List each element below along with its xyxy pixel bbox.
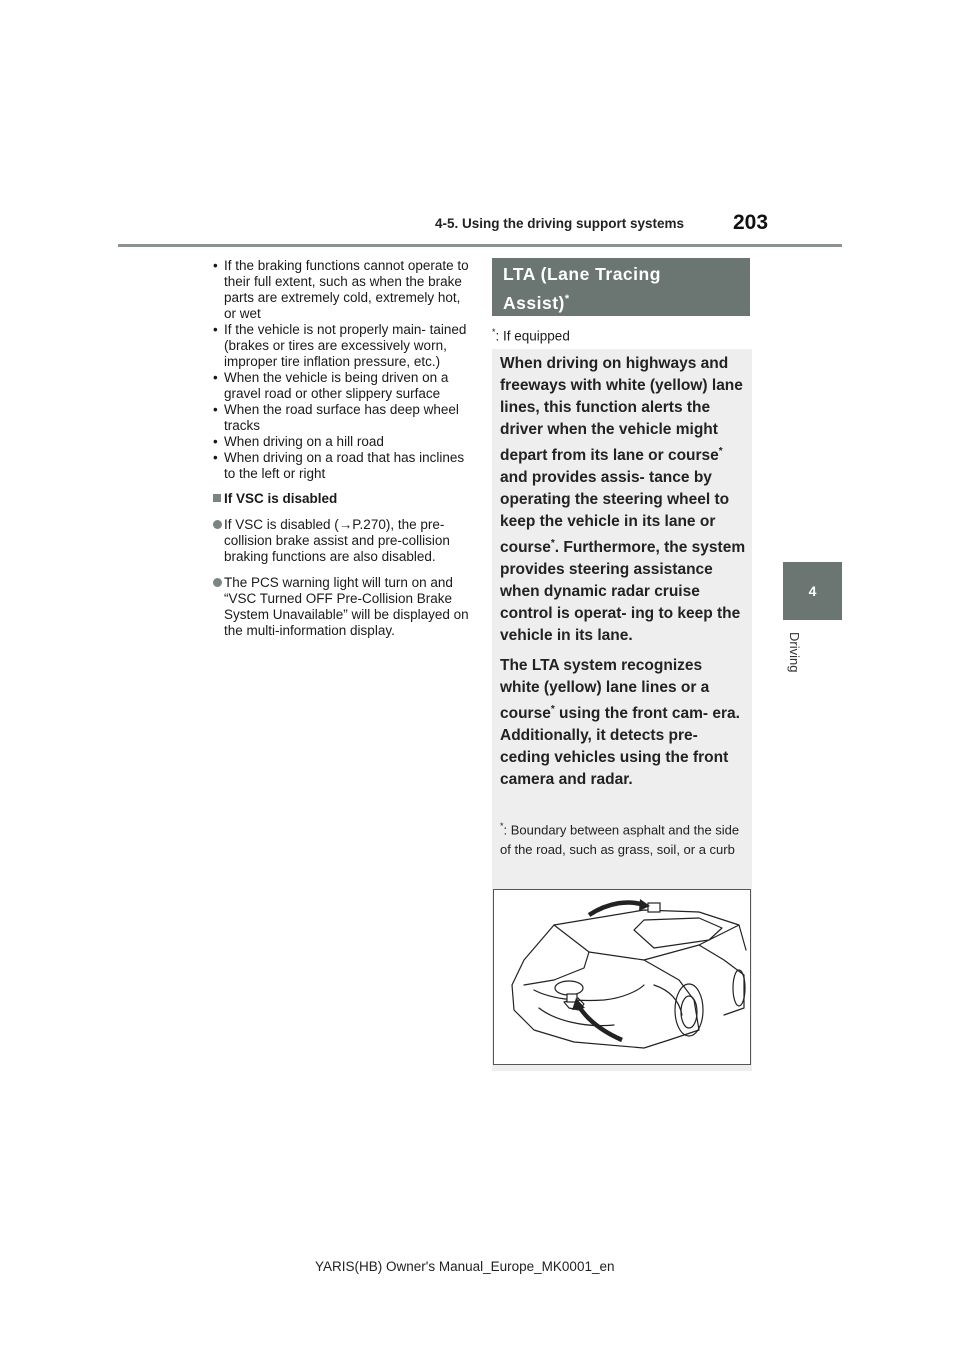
bullet-item: • If the braking functions cannot operate to their full extent, such as when the brake parts are extremely cold, extremely hot, or wet xyxy=(213,258,469,321)
square-marker-icon xyxy=(213,494,221,502)
bullet-item: • When driving on a road that has inclines to the left or right xyxy=(213,450,465,481)
subheading: If VSC is disabled xyxy=(213,491,469,507)
note-item: The PCS warning light will turn on and “VSC Turned OFF Pre-Collision Brake System Unavailable” will be displayed on the multi-information display. xyxy=(213,575,469,639)
note-item: If VSC is disabled (→P.270), the pre- collision brake assist and pre-collision braking functions are also disabled. xyxy=(213,517,469,565)
summary-paragraph: When driving on highways and freeways with white (yellow) lane lines, this function alerts the driver when the vehicle might depart from its lane or course* and provides assis- tance by operating the steering wheel to keep the vehicle in its lane or course*. Furthermore, the system provides steering assistance when dynamic radar cruise control is operat- ing to keep the vehicle in its lane. xyxy=(500,355,746,645)
page-footer: YARIS(HB) Owner's Manual_Europe_MK0001_en xyxy=(315,1259,615,1274)
page-number: 203 xyxy=(733,211,769,234)
circle-bullet-icon xyxy=(213,520,222,529)
chapter-label xyxy=(786,628,806,688)
chapter-number: 4 xyxy=(808,583,817,599)
summary-paragraph: The LTA system recognizes white (yellow) lane lines or a course* using the front cam- era. Additionally, it detects pre- ceding vehicles using the front camera and radar. xyxy=(500,657,740,789)
summary-text xyxy=(500,353,746,799)
section-title: 4-5. Using the driving support systems xyxy=(435,216,685,231)
chapter-tab[interactable] xyxy=(783,562,842,620)
car-illustration-icon xyxy=(494,890,750,1064)
bullet-item: • If the vehicle is not properly main- tained (brakes or tires are excessively worn, improper tire inflation pressure, etc.) xyxy=(213,322,467,369)
equipped-note: *: If equipped xyxy=(492,327,570,344)
left-column xyxy=(213,258,469,639)
chapter-label-text: Driving xyxy=(787,632,802,673)
bullet-item: • When the vehicle is being driven on a gravel road or other slippery surface xyxy=(213,370,449,401)
car-figure xyxy=(493,889,751,1065)
bullet-item: • When the road surface has deep wheel tracks xyxy=(213,402,459,433)
circle-bullet-icon xyxy=(213,578,222,587)
header-divider xyxy=(118,244,842,247)
footnote: *: Boundary between asphalt and the side of the road, such as grass, soil, or a curb xyxy=(500,821,740,858)
section-banner-title: LTA (Lane Tracing Assist)* xyxy=(503,264,661,313)
bullet-item: • When driving on a hill road xyxy=(213,434,384,449)
